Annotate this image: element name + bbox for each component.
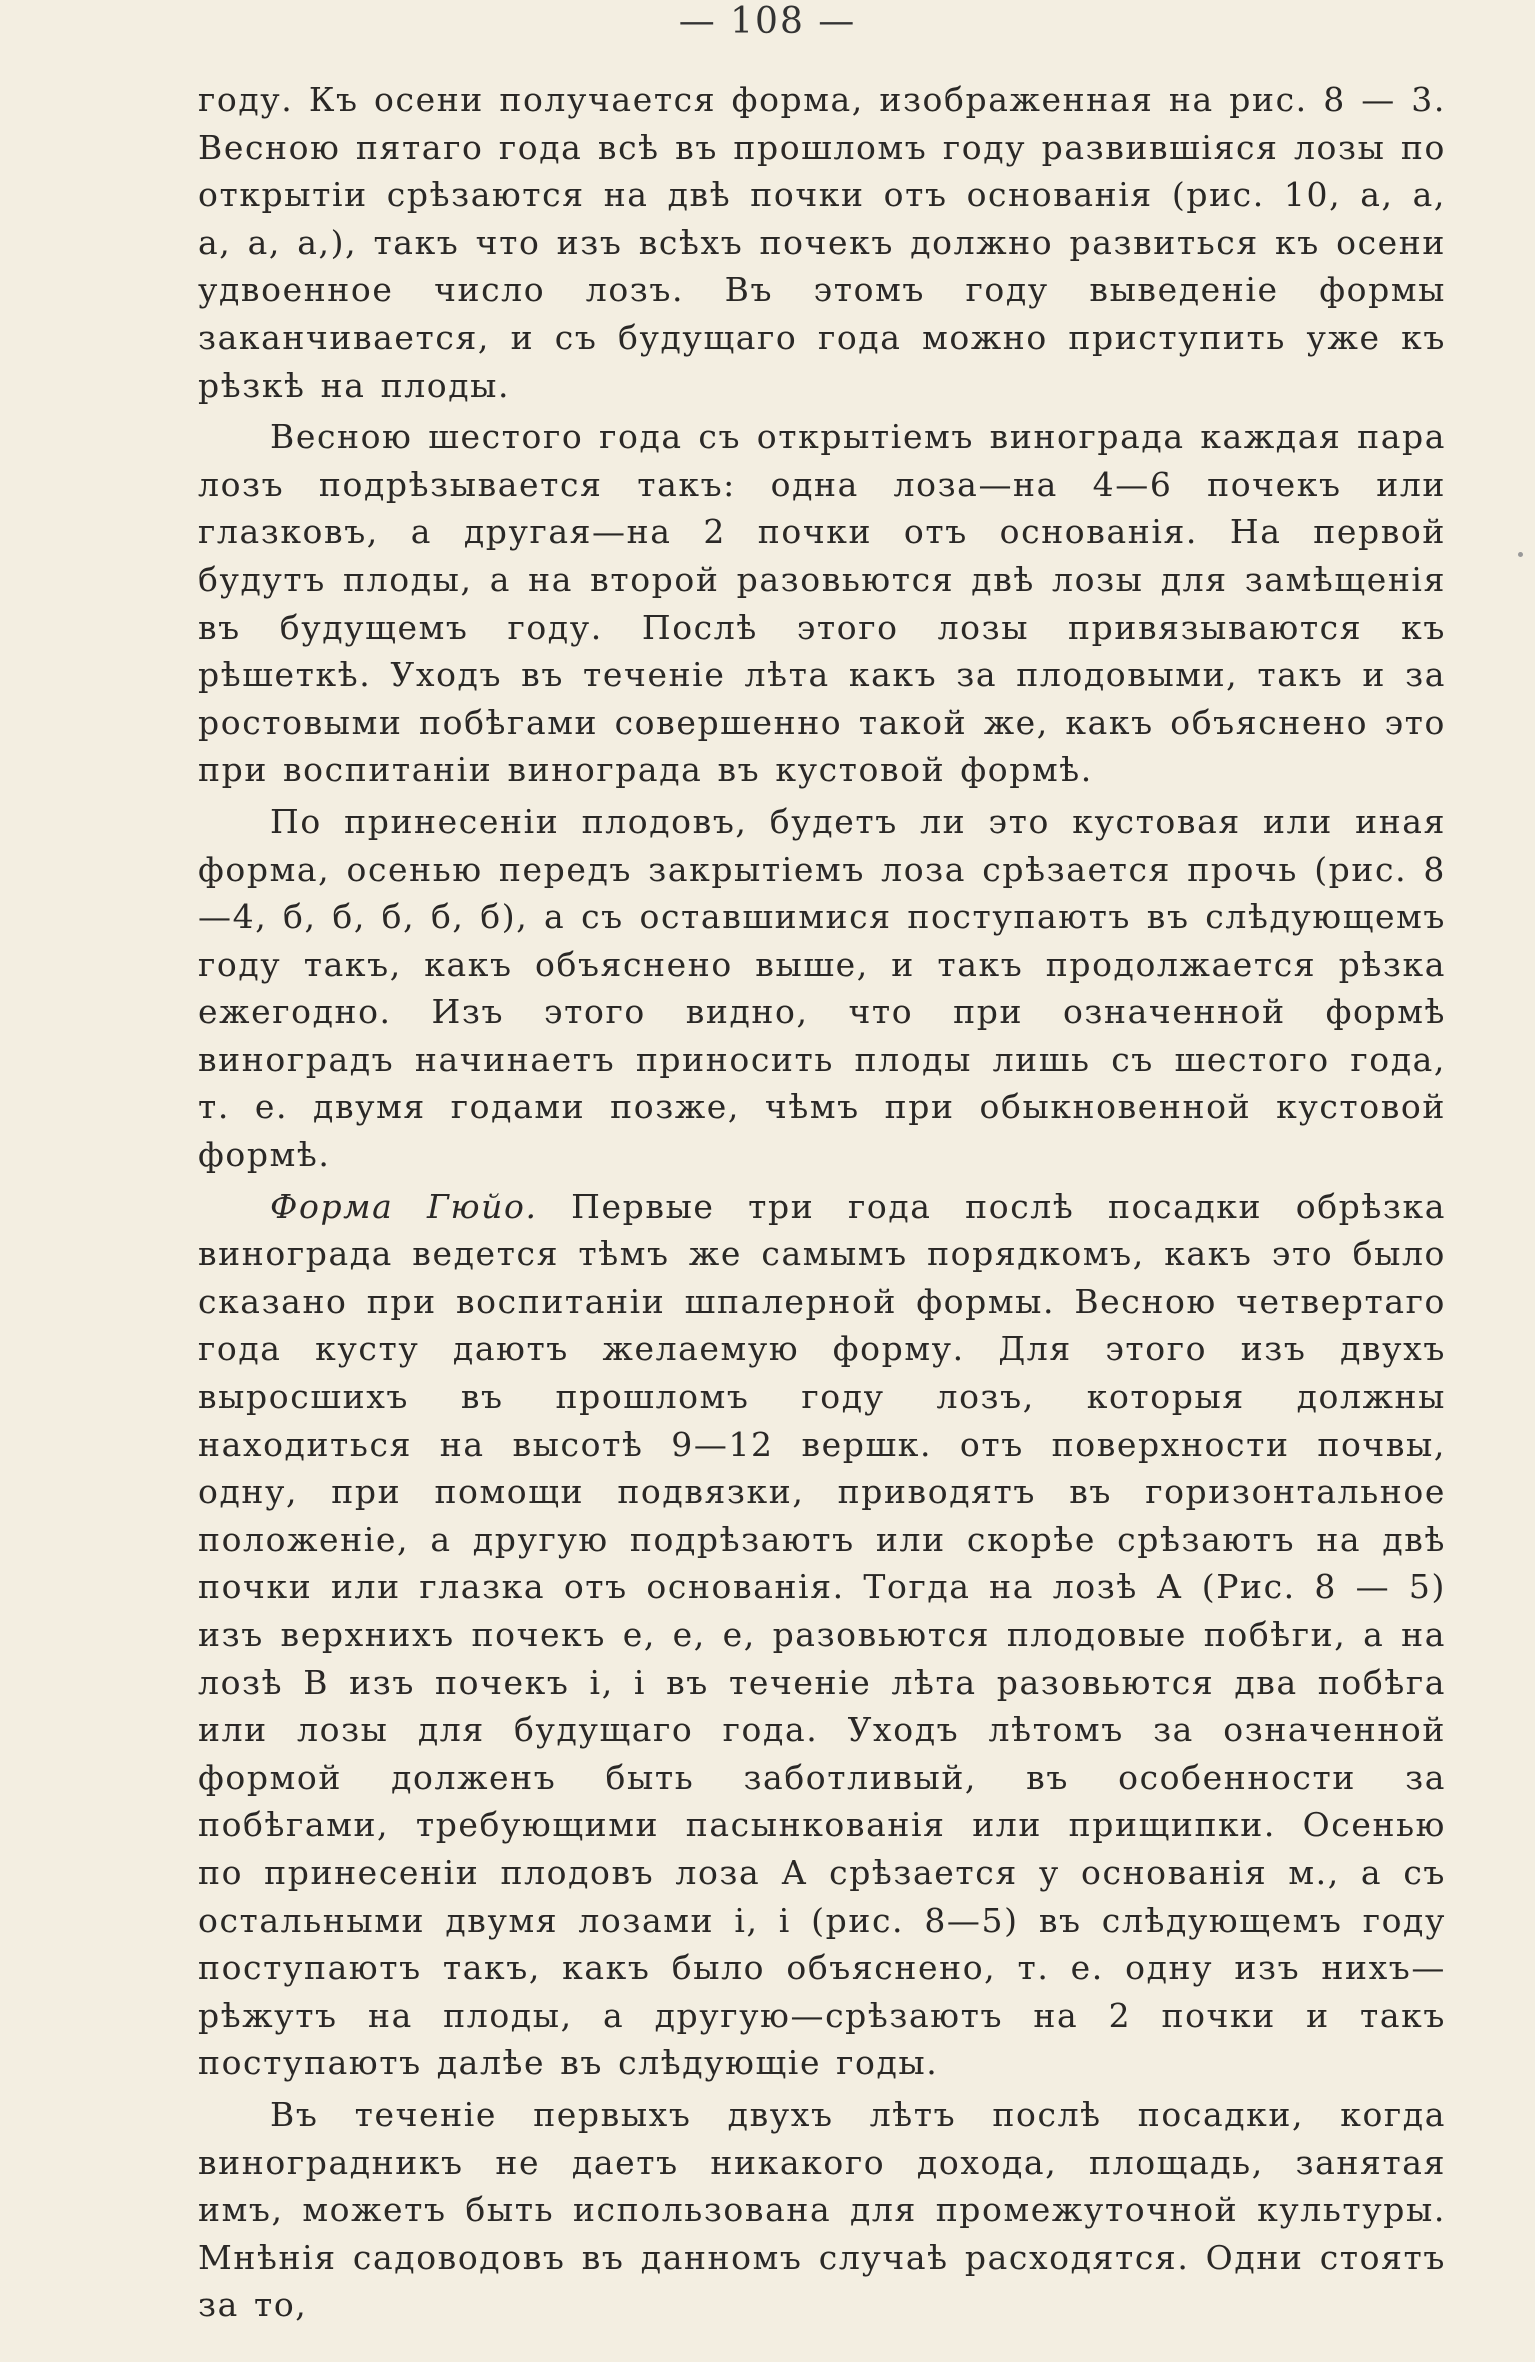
paragraph-4 [198, 1183, 1446, 2087]
paragraph-3: По принесеніи плодовъ, будетъ ли это кустовая или иная форма, осенью передъ закрытіемъ лоза срѣзается прочь (рис. 8—4, б, б, б, б, б), а съ оставшимися поступаютъ въ слѣдующемъ году такъ, какъ объяснено выше, и такъ продолжается рѣзка ежегодно. Изъ этого видно, что при означенной формѣ виноградъ начинаетъ приносить плоды лишь съ шестого года, т. е. двумя годами позже, чѣмъ при обыкновенной кустовой формѣ. [198, 801, 1446, 1175]
page-body [198, 76, 1446, 2329]
section-heading-guyot-form: Форма Гюйо. [270, 1186, 538, 1226]
ink-speck [1518, 552, 1523, 557]
paragraph-5: Въ теченіе первыхъ двухъ лѣтъ послѣ посадки, когда виноградникъ не даетъ никакого дохода, площадь, занятая имъ, можетъ быть использована для промежуточной культуры. Мнѣнія садоводовъ въ данномъ случаѣ расходятся. Одни стоятъ за то, [198, 2094, 1446, 2325]
paragraph-1: году. Къ осени получается форма, изображенная на рис. 8 — 3. Весною пятаго года всѣ въ прошломъ году развившіяся лозы по открытіи срѣзаются на двѣ почки отъ основанія (рис. 10, а, а, а, а, а,), такъ что изъ всѣхъ почекъ должно развиться къ осени удвоенное число лозъ. Въ этомъ году выведеніе формы заканчивается, и съ будущаго года можно приступить уже къ рѣзкѣ на плоды. [198, 80, 1446, 405]
page-number: — 108 — [678, 1, 857, 42]
paragraph-4-text: Первые три года послѣ посадки обрѣзка винограда ведется тѣмъ же самымъ порядкомъ, какъ это было сказано при воспитаніи шпалерной формы. Весною четвертаго года кусту даютъ желаемую форму. Для этого изъ двухъ выросшихъ въ прошломъ году лозъ, которыя должны находиться на высотѣ 9—12 вершк. отъ поверхности почвы, одну, при помощи подвязки, приводятъ въ горизонтальное положеніе, а другую подрѣзаютъ или скорѣе срѣзаютъ на двѣ почки или глазка отъ основанія. Тогда на лозѣ А (Рис. 8 — 5) изъ верхнихъ почекъ е, е, е, разовьются плодовые побѣги, а на лозѣ В изъ почекъ і, і въ теченіе лѣта разовьются два побѣга или лозы для будущаго года. Уходъ лѣтомъ за означенной формой долженъ быть заботливый, въ особенности за побѣгами, требующими пасынкованія или прищипки. Осенью по принесеніи плодовъ лоза А срѣзается у основанія м., а съ остальными двумя лозами і, і (рис. 8—5) въ слѣдующемъ году поступаютъ такъ, какъ было объяснено, т. е. одну изъ нихъ—рѣжутъ на плоды, а другую—срѣзаютъ на 2 почки и такъ поступаютъ далѣе въ слѣдующіе годы. [198, 1186, 1446, 2083]
paragraph-2: Весною шестого года съ открытіемъ винограда каждая пара лозъ подрѣзывается такъ: одна лоза—на 4—6 почекъ или глазковъ, а другая—на 2 почки отъ основанія. На первой будутъ плоды, а на второй разовьются двѣ лозы для замѣщенія въ будущемъ году. Послѣ этого лозы привязываются къ рѣшеткѣ. Уходъ въ теченіе лѣта какъ за плодовыми, такъ и за ростовыми побѣгами совершенно такой же, какъ объяснено это при воспитаніи винограда въ кустовой формѣ. [198, 417, 1446, 790]
